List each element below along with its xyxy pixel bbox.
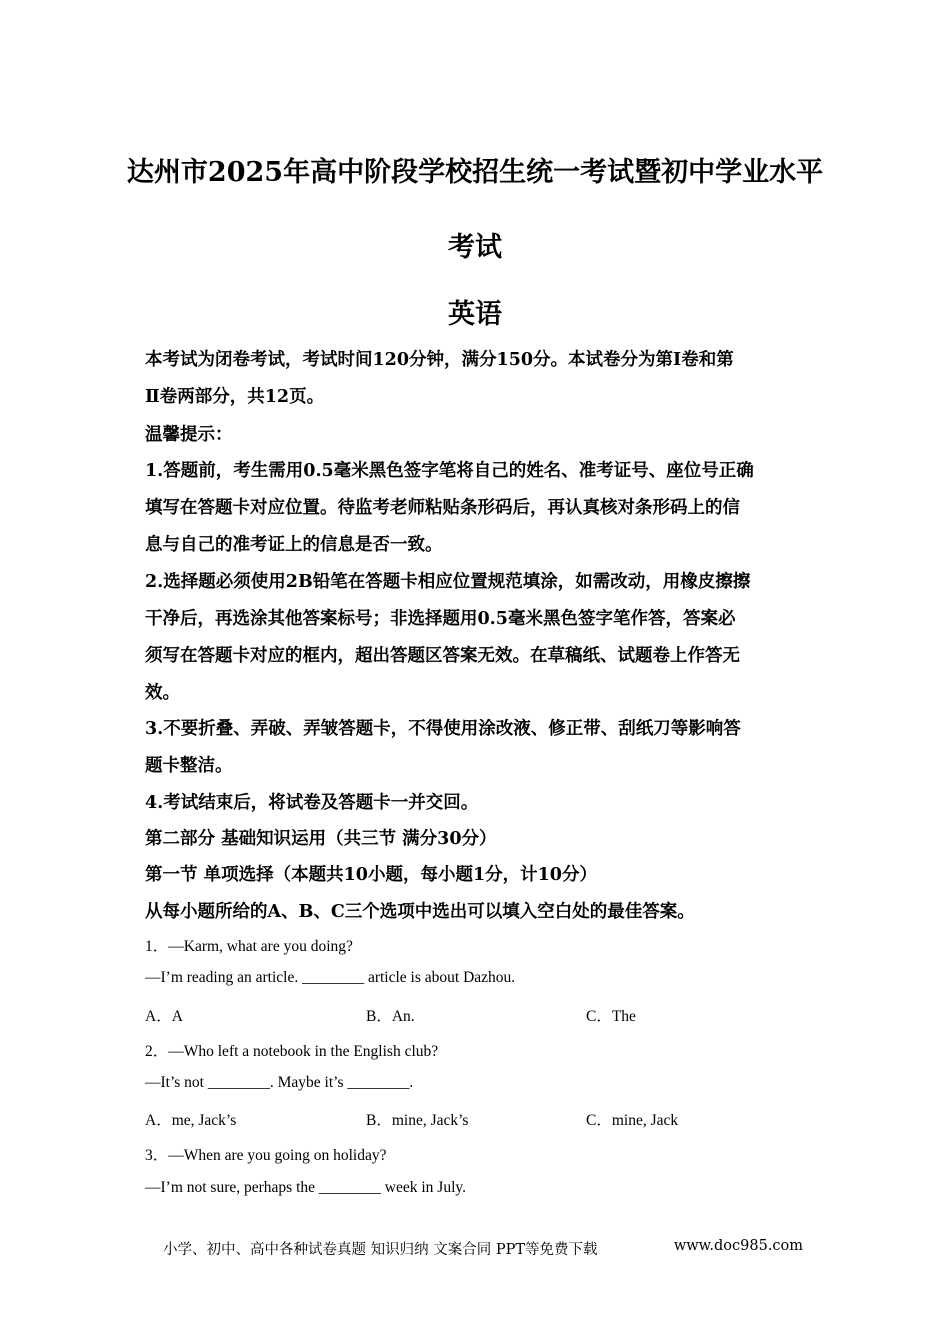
question-1-option-c: C．The — [586, 1008, 636, 1025]
page-footer — [163, 1238, 803, 1259]
question-1-option-a: A．A — [145, 1008, 183, 1025]
exam-title-line2: 考试 — [448, 232, 502, 263]
question-2-option-b: B．mine, Jack’s — [366, 1112, 469, 1129]
exam-title-line1: 达州市2025年高中阶段学校招生统一考试暨初中学业水平 — [126, 157, 824, 188]
tips-heading: 温馨提示： — [145, 425, 233, 445]
question-3-response: —I’m not sure, perhaps the ________ week in July. — [145, 1179, 466, 1196]
question-1-response: —I’m reading an article. ________ article is about Dazhou. — [145, 969, 516, 986]
tip1-line-1: 1.答题前，考生需用0.5毫米黑色签字笔将自己的姓名、准考证号、座位号正确 — [145, 461, 754, 481]
question-1-option-b: B．An. — [366, 1008, 415, 1025]
tip2-line-2: 干净后，再选涂其他答案标号；非选择题用0.5毫米黑色签字笔作答，答案必 — [145, 609, 736, 629]
question-3-stem: 3．—When are you going on holiday? — [145, 1147, 387, 1164]
question-1-stem: 1．—Karm, what are you doing? — [145, 938, 353, 955]
subject-title: 英语 — [448, 299, 502, 330]
section-heading: 第一节 单项选择（本题共10小题，每小题1分，计10分） — [145, 865, 597, 885]
intro-line-1: 本考试为闭卷考试，考试时间120分钟，满分150分。本试卷分为第Ⅰ卷和第 — [145, 350, 734, 370]
tip3-line-1: 3.不要折叠、弄破、弄皱答题卡，不得使用涂改液、修正带、刮纸刀等影响答 — [145, 719, 741, 739]
intro-line-2: Ⅱ卷两部分，共12页。 — [145, 387, 325, 407]
tip2-line-4: 效。 — [145, 683, 180, 703]
question-2-response: —It’s not ________. Maybe it’s ________. — [145, 1074, 414, 1091]
part-heading: 第二部分 基础知识运用（共三节 满分30分） — [145, 829, 497, 849]
tip1-line-2: 填写在答题卡对应位置。待监考老师粘贴条形码后，再认真核对条形码上的信 — [145, 498, 740, 518]
tip4-line-1: 4.考试结束后，将试卷及答题卡一并交回。 — [145, 793, 479, 813]
tip2-line-1: 2.选择题必须使用2B铅笔在答题卡相应位置规范填涂，如需改动，用橡皮擦擦 — [145, 572, 751, 592]
section-instruction: 从每小题所给的A、B、C三个选项中选出可以填入空白处的最佳答案。 — [145, 902, 695, 922]
question-2-option-c: C．mine, Jack — [586, 1112, 679, 1129]
question-2-option-a: A．me, Jack’s — [145, 1112, 237, 1129]
footer-text: 小学、初中、高中各种试卷真题 知识归纳 文案合同 PPT等免费下载 — [163, 1242, 598, 1258]
tip2-line-3: 须写在答题卡对应的框内，超出答题区答案无效。在草稿纸、试题卷上作答无 — [145, 646, 740, 666]
tip3-line-2: 题卡整洁。 — [145, 756, 233, 776]
question-2-stem: 2．—Who left a notebook in the English club? — [145, 1043, 439, 1060]
tip1-line-3: 息与自己的准考证上的信息是否一致。 — [145, 535, 443, 555]
footer-url[interactable]: www.doc985.com — [673, 1238, 803, 1254]
